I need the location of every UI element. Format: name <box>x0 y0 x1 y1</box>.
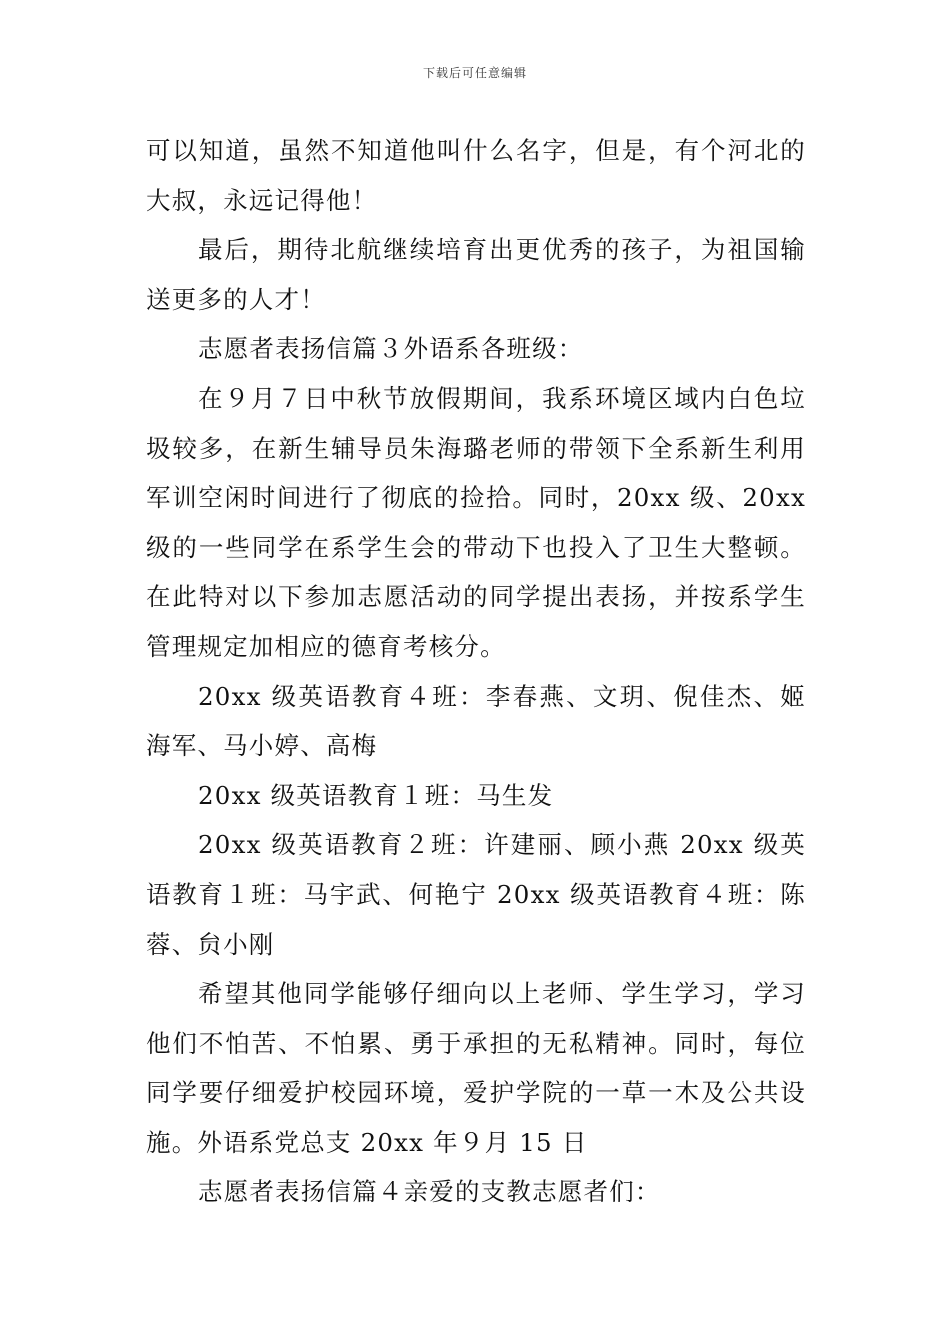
paragraph-1: 可以知道，虽然不知道他叫什么名字，但是，有个河北的大叔，永远记得他！ <box>146 136 806 215</box>
paragraph-2: 最后，期待北航继续培育出更优秀的孩子，为祖国输送更多的人才！ <box>146 235 806 314</box>
paragraph-closing: 希望其他同学能够仔细向以上老师、学生学习，学习他们不怕苦、不怕累、勇于承担的无私精神。同时，每位同学要仔细爱护校园环境，爱护学院的一草一木及公共设施。外语系党总支 20xx 年９月 15 日 <box>146 979 806 1157</box>
list-item-class-1: 20xx 级英语教育１班：马生发 <box>198 780 554 810</box>
list-item-class-2: 20xx 级英语教育２班：许建丽、顾小燕 20xx 级英语教育１班：马宇武、何艳宁 20xx 级英语教育４班：陈蓉、贠小刚 <box>146 830 806 959</box>
section-heading-3: 志愿者表扬信篇３外语系各班级： <box>198 334 584 364</box>
page-header-note: 下载后可任意编辑 <box>422 66 527 80</box>
document-body <box>146 126 806 1217</box>
section-heading-4: 志愿者表扬信篇４亲爱的支教志愿者们： <box>198 1177 661 1207</box>
paragraph-4: 在９月７日中秋节放假期间，我系环境区域内白色垃圾较多，在新生辅导员朱海璐老师的带领下全系新生利用军训空闲时间进行了彻底的捡拾。同时，20xx 级、20xx 级的一些同学在系学生会的带动下也投入了卫生大整顿。在此特对以下参加志愿活动的同学提出表扬，并按系学生管理规定加相应的德育考核分。 <box>146 383 806 661</box>
list-item-class-4: 20xx 级英语教育４班：李春燕、文玥、倪佳杰、姬海军、马小婷、高梅 <box>146 681 806 761</box>
